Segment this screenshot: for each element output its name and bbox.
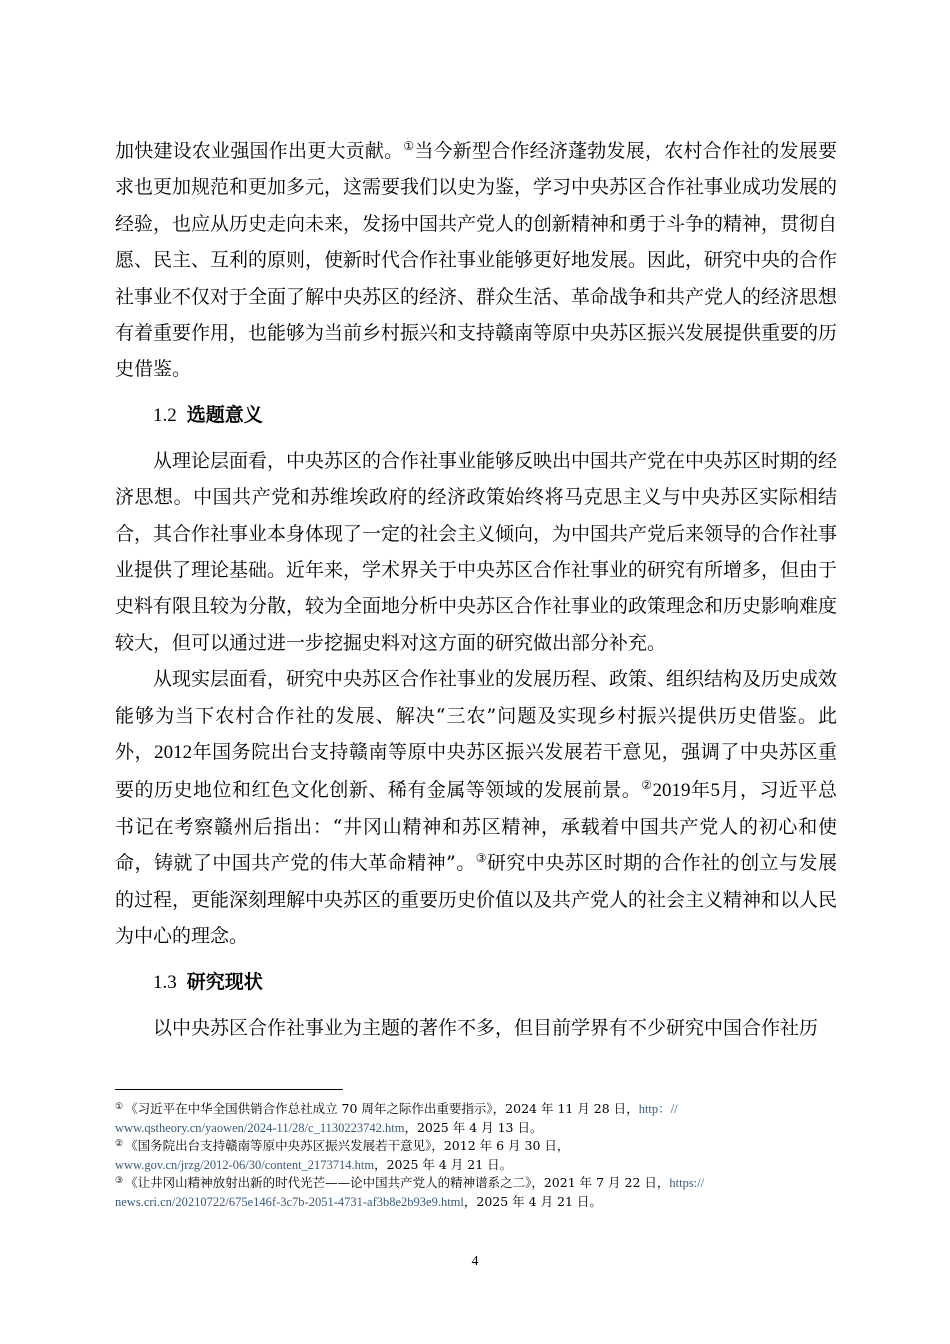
- month-text: 5: [710, 779, 721, 801]
- footnote-date: ，2025 年 4 月 13 日。: [404, 1119, 543, 1135]
- year-text: 2019: [652, 779, 691, 801]
- paragraph-text: 研究中央苏区时期的合作社的创立与发展的过程，更能深刻理解中央苏区的重要历史价值以及共产党人的社会主义精神和以人民为中心的理念。: [115, 852, 838, 948]
- footnote-1: [115, 1100, 837, 1137]
- paragraph-text: 年: [690, 778, 711, 801]
- section-heading-1-3: [153, 964, 837, 1001]
- footnote-text: 《让井冈山精神放射出新的时代光芒——论中国共产党人的精神谱系之二》，2021 年 7 月 22 日，: [125, 1175, 670, 1190]
- paragraph-text: 当今新型合作经济蓬勃发展，农村合作社的发展要求也更加规范和更加多元，这需要我们以史为鉴，学习中央苏区合作社事业成功发展的经验，也应从历史走向未来，发扬中国共产党人的创新精神和勇于斗争的精神，贯彻自愿、民主、互利的原则，使新时代合作社事业能够更好地发展。因此，研究中央的合作社事业不仅对于全面了解中央苏区的经济、群众生活、革命战争和共产党人的经济思想有着重要作用，也能够为当前乡村振兴和支持赣南等原中央苏区振兴发展提供重要的历史借鉴。: [115, 140, 838, 381]
- paragraph-reality: [115, 661, 837, 954]
- paragraph-theory: 从理论层面看，中央苏区的合作社事业能够反映出中国共产党在中央苏区时期的经济思想。中国共产党和苏维埃政府的经济政策始终将马克思主义与中央苏区实际相结合，其合作社事业本身体现了一定的社会主义倾向，为中国共产党后来领导的合作社事业提供了理论基础。近年来，学术界关于中央苏区合作社事业的研究有所增多，但由于史料有限且较为分散，较为全面地分析中央苏区合作社事业的政策理念和历史影响难度较大，但可以通过进一步挖掘史料对这方面的研究做出部分补充。: [115, 449, 838, 654]
- footnote-mark: ①: [115, 1101, 124, 1111]
- footnote-ref-3[interactable]: ③: [475, 851, 487, 866]
- footnote-link[interactable]: https://: [669, 1176, 705, 1190]
- paragraph-research-status: 以中央苏区合作社事业为主题的著作不多，但目前学界有不少研究中国合作社历: [153, 1016, 819, 1039]
- year-text: 2012: [154, 742, 193, 764]
- footnote-ref-1[interactable]: ①: [403, 139, 415, 153]
- paragraph-text: 加快建设农业强国作出更大贡献。: [115, 140, 404, 162]
- footnote-divider: [115, 1089, 343, 1090]
- page-number: 4: [471, 1254, 479, 1269]
- footnote-link[interactable]: news.cri.cn/20210722/675e146f-3c7b-2051-4731-af3b8e2b93e9.html: [115, 1194, 464, 1209]
- footnote-ref-2[interactable]: ②: [641, 777, 653, 792]
- paragraph-text: 从现实层面看，研究中央苏区合作社事业的发展历程、政策、组织结构及历史成效能够为当下农村合作社的发展、解决“三农”问题及实现乡村振兴提供历史借鉴。此外，: [115, 668, 838, 764]
- footnote-link[interactable]: www.qstheory.cn/yaowen/2024-11/28/c_1130223742.htm: [115, 1120, 405, 1135]
- section-title: 选题意义: [186, 403, 263, 426]
- footnote-link[interactable]: http：//: [638, 1102, 678, 1116]
- footnote-mark: ②: [115, 1138, 124, 1148]
- footnote-text: 《习近平在中华全国供销合作总社成立 70 周年之际作出重要指示》，2024 年 11 月 28 日，: [125, 1101, 639, 1116]
- paragraph-text: 月，习近平总书记在考察赣州后指出：“井冈山精神和苏区精神，承载着中国共产党人的初心和使命，铸就了中国共产党的伟大革命精神”。: [115, 778, 837, 875]
- footnote-text: 《国务院出台支持赣南等原中央苏区振兴发展若干意见》，2012 年 6 月 30 日，: [125, 1138, 570, 1153]
- footnote-date: ，2025 年 4 月 21 日。: [463, 1193, 602, 1209]
- paragraph-text: 年国务院出台支持赣南等原中央苏区振兴发展若干意见，强调了中央苏区重要的历史地位和红色文化创新、稀有金属等领域的发展前景。: [115, 741, 837, 801]
- footnote-link[interactable]: www.gov.cn/jrzg/2012-06/30/content_2173714.htm: [115, 1157, 375, 1172]
- footnote-date: ，2025 年 4 月 21 日。: [374, 1156, 513, 1172]
- section-title: 研究现状: [186, 970, 263, 993]
- section-heading-1-2: [153, 397, 837, 434]
- paragraph-continuation: [115, 133, 837, 388]
- body-text: [115, 133, 837, 1046]
- footnote-3: [115, 1174, 837, 1211]
- section-number: 1.3: [153, 971, 177, 993]
- footnote-mark: ③: [115, 1175, 124, 1185]
- footnote-2: [115, 1137, 837, 1174]
- section-number: 1.2: [153, 404, 177, 426]
- footnotes: [115, 1100, 837, 1211]
